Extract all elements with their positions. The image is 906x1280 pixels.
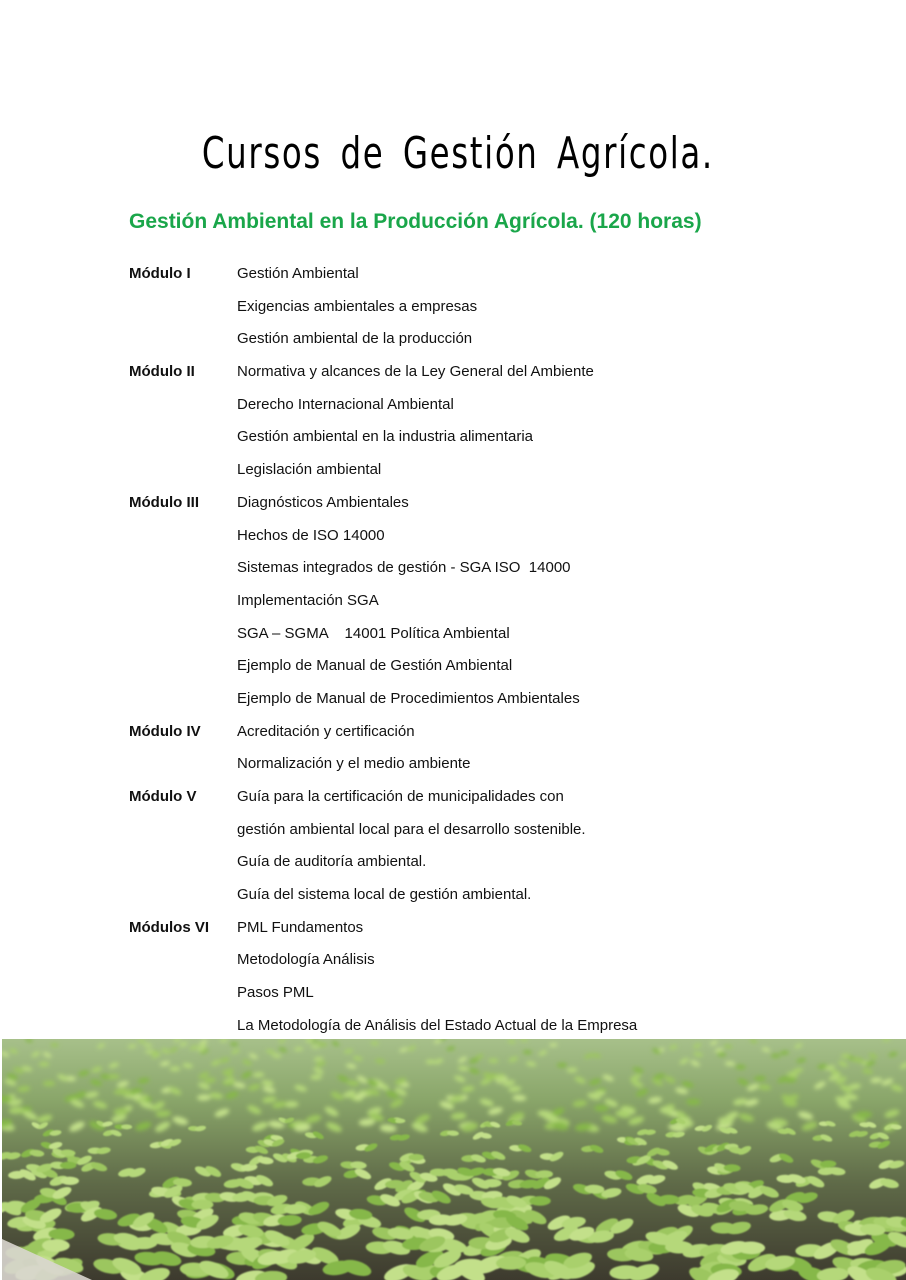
seedling-leaf [191, 1200, 213, 1210]
topic-text: Exigencias ambientales a empresas [237, 297, 478, 315]
topic-text: Implementación SGA [237, 591, 379, 609]
topic-text: Normalización y el medio ambiente [237, 755, 471, 773]
topic-text: Gestión ambiental en la industria alimentaria [237, 428, 533, 446]
topic-text: Guía del sistema local de gestión ambiental. [237, 886, 532, 904]
topic-text: PML Fundamentos [237, 918, 364, 936]
topic-text: Diagnósticos Ambientales [237, 493, 409, 511]
topic-text: Ejemplo de Manual de Gestión Ambiental [237, 657, 513, 675]
topic-text: Acreditación y certificación [237, 722, 415, 740]
topic-text: Legislación ambiental [237, 461, 382, 479]
module-label: Módulo I [129, 265, 191, 282]
topic-text: SGA – SGMA 14001 Política Ambiental [237, 624, 510, 642]
seedling-leaf [408, 1154, 423, 1161]
seedlings-photo [2, 1039, 906, 1280]
topic-text: Derecho Internacional Ambiental [237, 395, 454, 413]
course-title: Gestión Ambiental en la Producción Agrícola. (120 horas) [129, 210, 702, 233]
seedling-leaf [658, 1195, 679, 1205]
topic-text: Metodología Análisis [237, 951, 375, 969]
topic-text: Gestión Ambiental [237, 265, 359, 282]
seedling-leaf [857, 1111, 873, 1118]
page-title: Cursos de Gestión Agrícola. [201, 128, 714, 179]
module-label: Módulo IV [129, 722, 201, 740]
topic-text: gestión ambiental local para el desarrollo sostenible. [237, 820, 586, 838]
module-label: Módulo II [129, 363, 195, 381]
module-label: Módulo III [129, 493, 199, 511]
topic-text: Guía para la certificación de municipalidades con [237, 788, 564, 805]
topic-text: Hechos de ISO 14000 [237, 526, 385, 544]
module-label: Módulo V [129, 788, 197, 805]
topic-text: Gestión ambiental de la producción [237, 330, 473, 348]
topic-text: Ejemplo de Manual de Procedimientos Ambientales [237, 689, 580, 707]
topic-text: La Metodología de Análisis del Estado Actual de la Empresa [237, 1016, 638, 1034]
topic-text: Guía de auditoría ambiental. [237, 853, 427, 871]
module-label: Módulos VI [129, 918, 209, 936]
topic-text: Sistemas integrados de gestión - SGA ISO 14000 [237, 559, 571, 577]
topic-text: Normativa y alcances de la Ley General del Ambiente [237, 363, 594, 381]
topic-text: Pasos PML [237, 984, 314, 1002]
